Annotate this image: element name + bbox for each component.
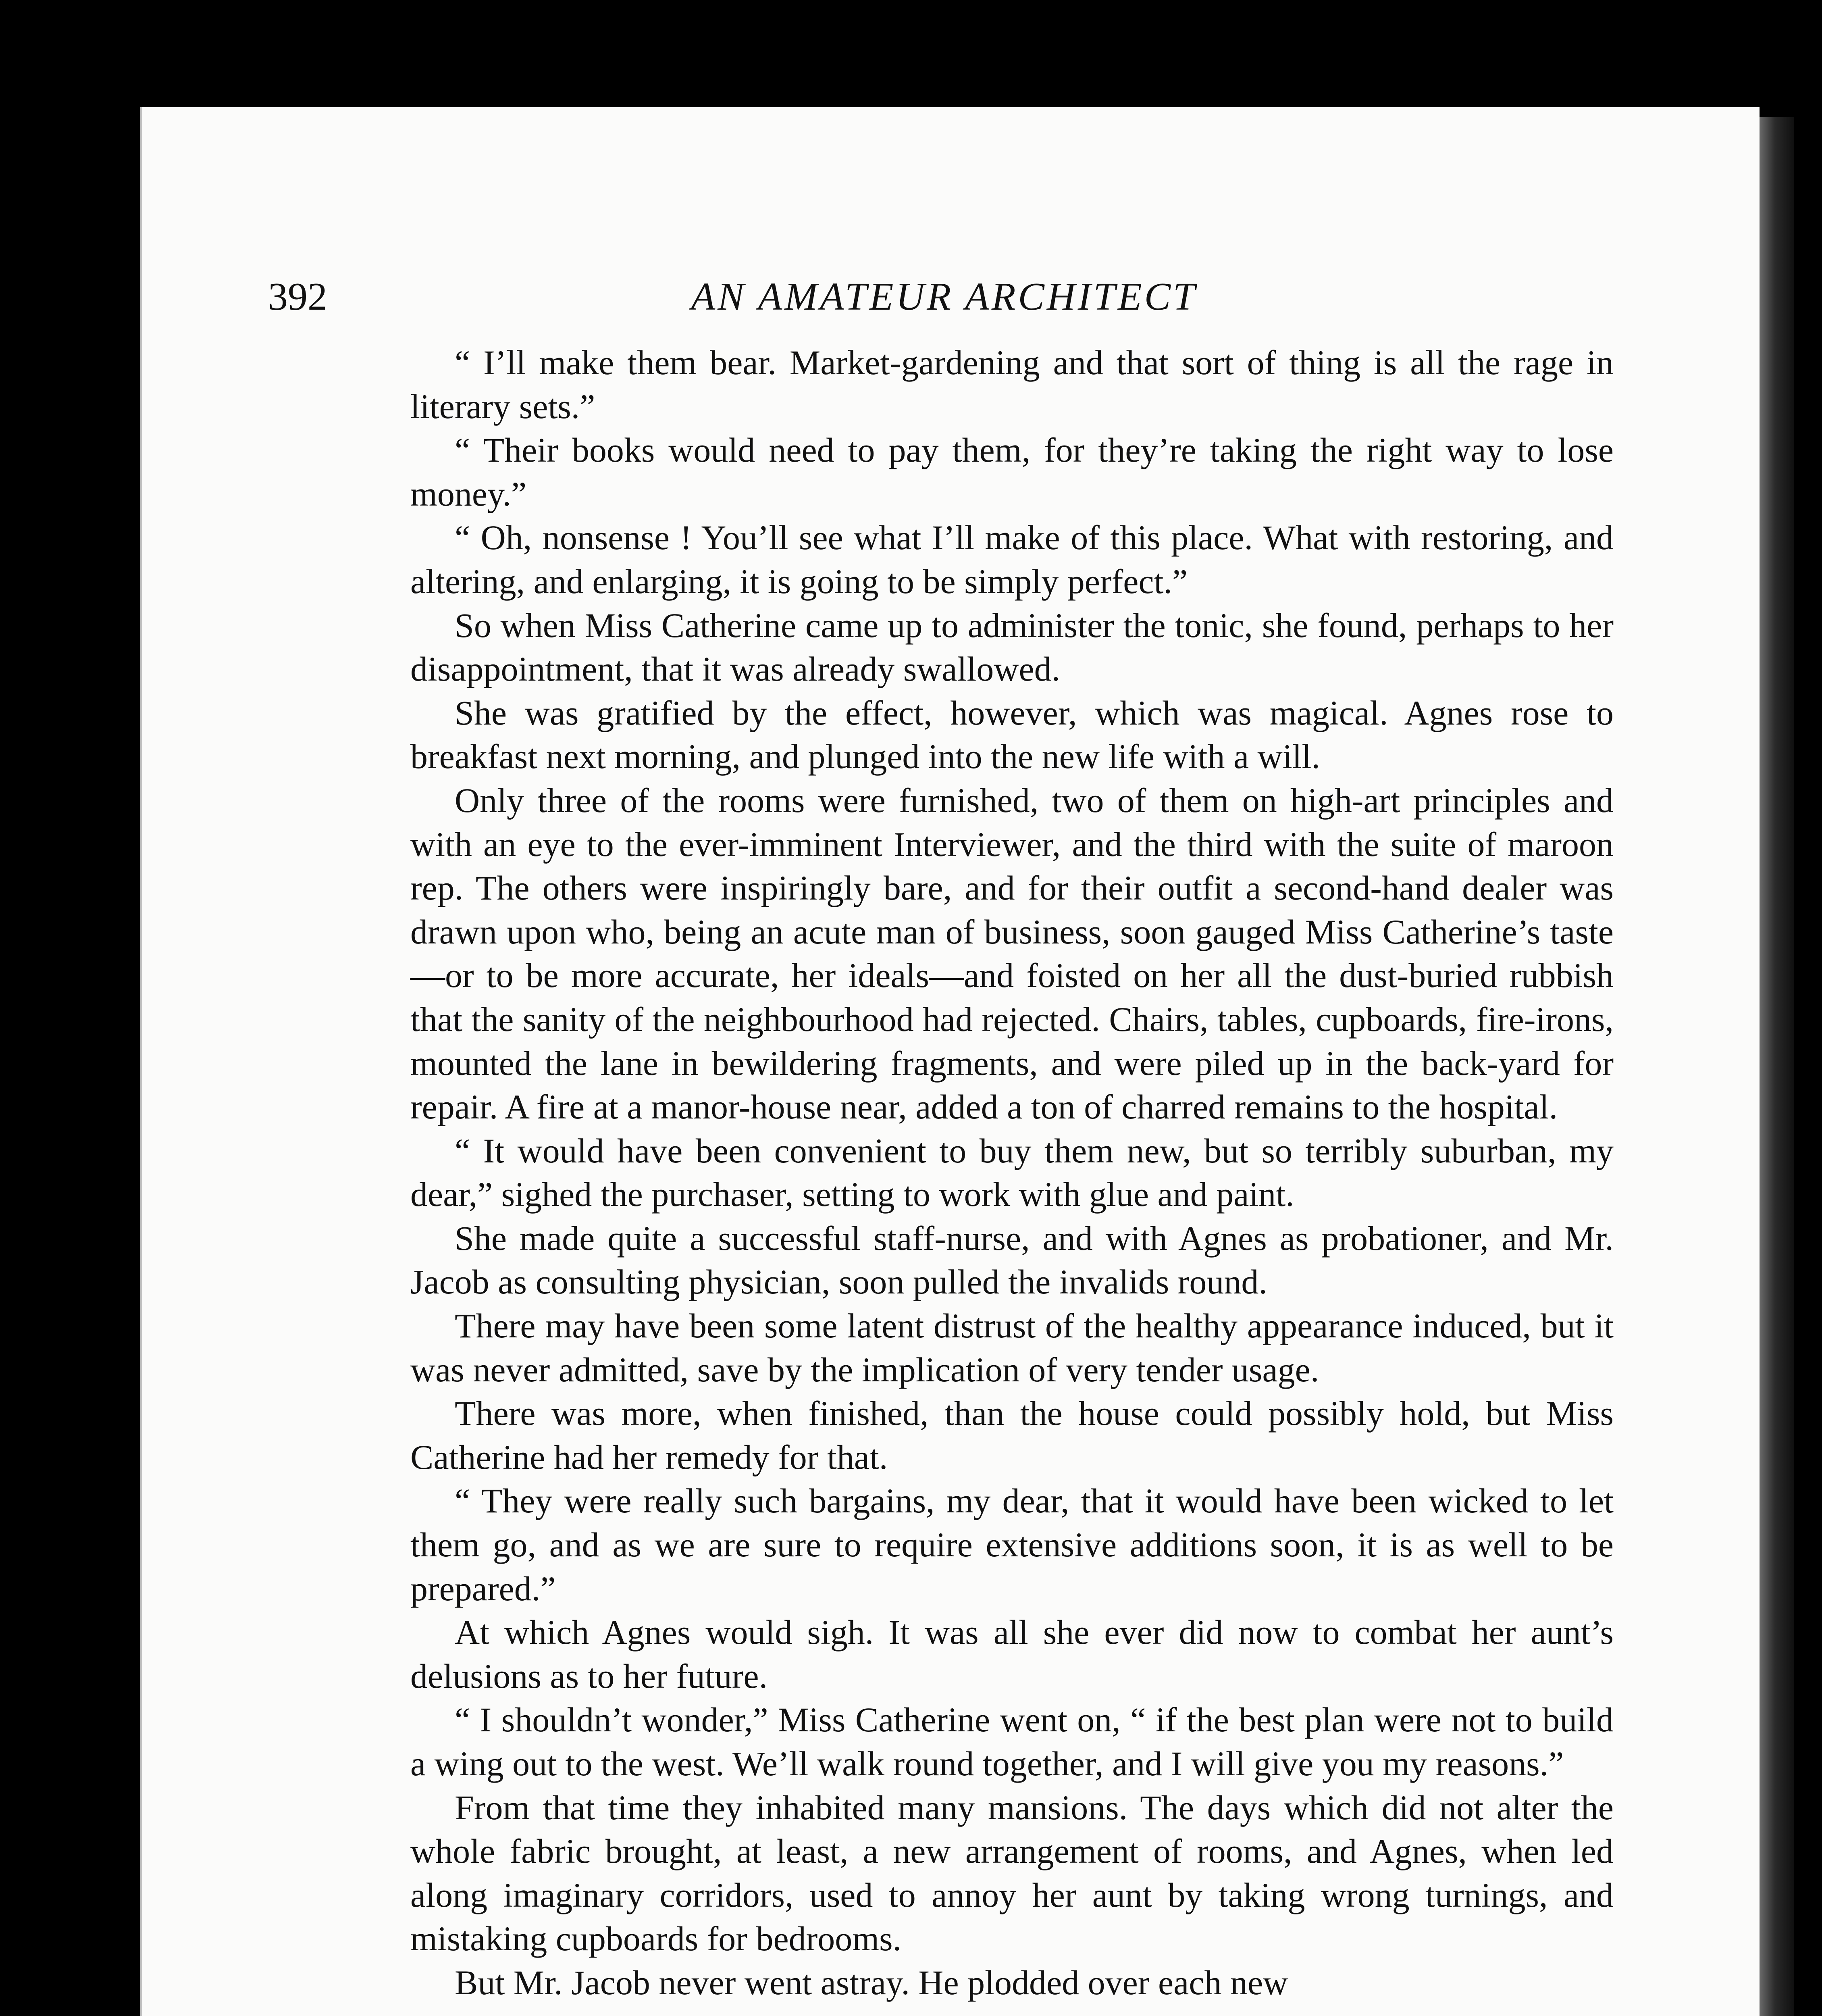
running-title: AN AMATEUR ARCHITECT [691,275,1198,319]
paragraph: There was more, when finished, than the house could possibly hold, but Miss Catherine had her remedy for that. [410,1394,1614,1477]
paragraph: Only three of the rooms were furnished, two of them on high-art principles and with an eye to the ever-imminent Interviewer, and the third with the suite of maroon rep. The others were inspiringly bare, and for their outfit a second-hand dealer was drawn upon who, being an acute man of business, soon gauged Miss Catherine’s taste—or to be more accurate, her ideals—and foisted on her all the dust-buried rubbish that the sanity of the neighbourhood had rejected. Chairs, tables, cupboards, fire-irons, mounted the lane in bewildering fragments, and were piled up in the back-yard for repair. A fire at a manor-house near, added a ton of charred remains to the hospital. [410,781,1614,1127]
paragraph: But Mr. Jacob never went astray. He plodded over each new [455,1963,1288,2002]
paragraph: “ It would have been convenient to buy them new, but so terribly suburban, my dear,” sighed the purchaser, setting to work with glue and paint. [410,1131,1614,1214]
paragraph: “ I shouldn’t wonder,” Miss Catherine went on, “ if the best plan were not to build a wing out to the west. We’ll walk round together, and I will give you my reasons.” [410,1700,1614,1783]
paragraph: “ I’ll make them bear. Market-gardening and that sort of thing is all the rage in literary sets.” [410,343,1614,426]
paragraph: At which Agnes would sigh. It was all she ever did now to combat her aunt’s delusions as to her future. [410,1613,1614,1695]
paragraph: She made quite a successful staff-nurse, and with Agnes as probationer, and Mr. Jacob as consulting physician, soon pulled the invalids round. [410,1218,1614,1302]
page-number: 392 [268,275,327,319]
paragraph: So when Miss Catherine came up to administer the tonic, she found, perhaps to her disappointment, that it was already swallowed. [410,606,1614,689]
paragraph: From that time they inhabited many mansions. The days which did not alter the whole fabric brought, at least, a new arrangement of rooms, and Agnes, when led along imaginary corridors, used to annoy her aunt by taking wrong turnings, and mistaking cupboards for bedrooms. [410,1788,1614,1958]
page-edge-shadow [1760,117,1794,2016]
paragraph: “ Oh, nonsense ! You’ll see what I’ll make of this place. What with restoring, and altering, and enlarging, it is going to be simply perfect.” [410,518,1614,601]
paragraph: “ Their books would need to pay them, for they’re taking the right way to lose money.” [410,431,1614,513]
page-header [268,266,1620,327]
paragraph: There may have been some latent distrust of the healthy appearance induced, but it was never admitted, save by the implication of very tender usage. [410,1306,1614,1389]
paragraph: She was gratified by the effect, however, which was magical. Agnes rose to breakfast next morning, and plunged into the new life with a will. [410,693,1614,776]
body-text [410,341,1614,2005]
paragraph: “ They were really such bargains, my dear, that it would have been wicked to let them go, and as we are sure to require extensive additions soon, it is as well to be prepared.” [410,1481,1614,1608]
